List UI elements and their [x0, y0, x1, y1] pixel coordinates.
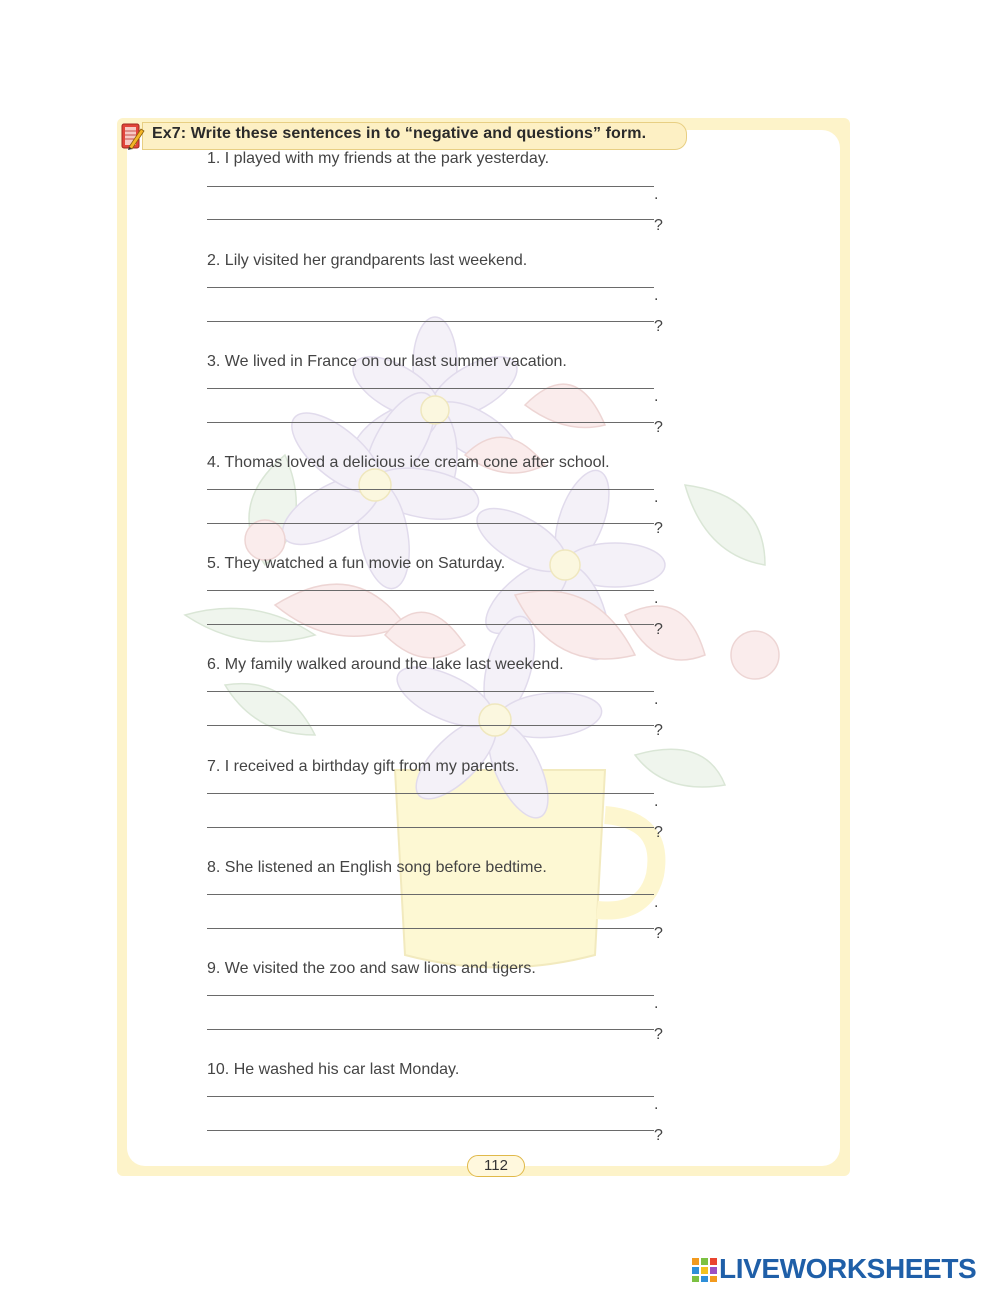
negative-period: . — [654, 489, 659, 506]
question-mark: ? — [654, 419, 663, 436]
question-mark: ? — [654, 1127, 663, 1144]
negative-period: . — [654, 691, 659, 708]
negative-answer-field[interactable] — [207, 388, 654, 389]
negative-answer-field[interactable] — [207, 186, 654, 187]
question-text: 6. My family walked around the lake last weekend. — [207, 656, 564, 673]
question-mark: ? — [654, 217, 663, 234]
question-text: 7. I received a birthday gift from my parents. — [207, 758, 520, 775]
negative-period: . — [654, 1096, 659, 1113]
question-answer-field[interactable] — [207, 1029, 654, 1030]
negative-answer-field[interactable] — [207, 1096, 654, 1097]
negative-period: . — [654, 793, 659, 810]
negative-answer-field[interactable] — [207, 793, 654, 794]
negative-answer-field[interactable] — [207, 287, 654, 288]
question-text: 3. We lived in France on our last summer vacation. — [207, 353, 567, 370]
negative-answer-field[interactable] — [207, 590, 654, 591]
question-answer-field[interactable] — [207, 321, 654, 322]
page-number: 112 — [467, 1155, 525, 1177]
question-text: 1. I played with my friends at the park yesterday. — [207, 150, 550, 167]
negative-period: . — [654, 590, 659, 607]
question-answer-field[interactable] — [207, 725, 654, 726]
question-text: 9. We visited the zoo and saw lions and tigers. — [207, 960, 536, 977]
question-text: 4. Thomas loved a delicious ice cream cone after school. — [207, 454, 610, 471]
negative-answer-field[interactable] — [207, 894, 654, 895]
question-text: 8. She listened an English song before bedtime. — [207, 859, 547, 876]
question-answer-field[interactable] — [207, 422, 654, 423]
question-mark: ? — [654, 925, 663, 942]
pencil-notebook-icon — [119, 121, 145, 151]
question-answer-field[interactable] — [207, 827, 654, 828]
negative-period: . — [654, 894, 659, 911]
question-answer-field[interactable] — [207, 523, 654, 524]
negative-answer-field[interactable] — [207, 691, 654, 692]
negative-period: . — [654, 287, 659, 304]
exercise-title: Ex7: Write these sentences in to “negative and questions” form. — [152, 125, 647, 142]
negative-answer-field[interactable] — [207, 489, 654, 490]
question-text: 2. Lily visited her grandparents last weekend. — [207, 252, 528, 269]
question-text: 5. They watched a fun movie on Saturday. — [207, 555, 506, 572]
question-mark: ? — [654, 824, 663, 841]
negative-period: . — [654, 995, 659, 1012]
question-mark: ? — [654, 722, 663, 739]
negative-period: . — [654, 388, 659, 405]
question-answer-field[interactable] — [207, 1130, 654, 1131]
question-mark: ? — [654, 621, 663, 638]
question-text: 10. He washed his car last Monday. — [207, 1061, 460, 1078]
negative-answer-field[interactable] — [207, 995, 654, 996]
question-mark: ? — [654, 318, 663, 335]
question-answer-field[interactable] — [207, 219, 654, 220]
liveworksheets-logo-icon — [692, 1258, 718, 1282]
question-answer-field[interactable] — [207, 928, 654, 929]
question-mark: ? — [654, 520, 663, 537]
question-mark: ? — [654, 1026, 663, 1043]
question-answer-field[interactable] — [207, 624, 654, 625]
negative-period: . — [654, 186, 659, 203]
logo-text: LIVEWORKSHEETS — [719, 1253, 977, 1284]
